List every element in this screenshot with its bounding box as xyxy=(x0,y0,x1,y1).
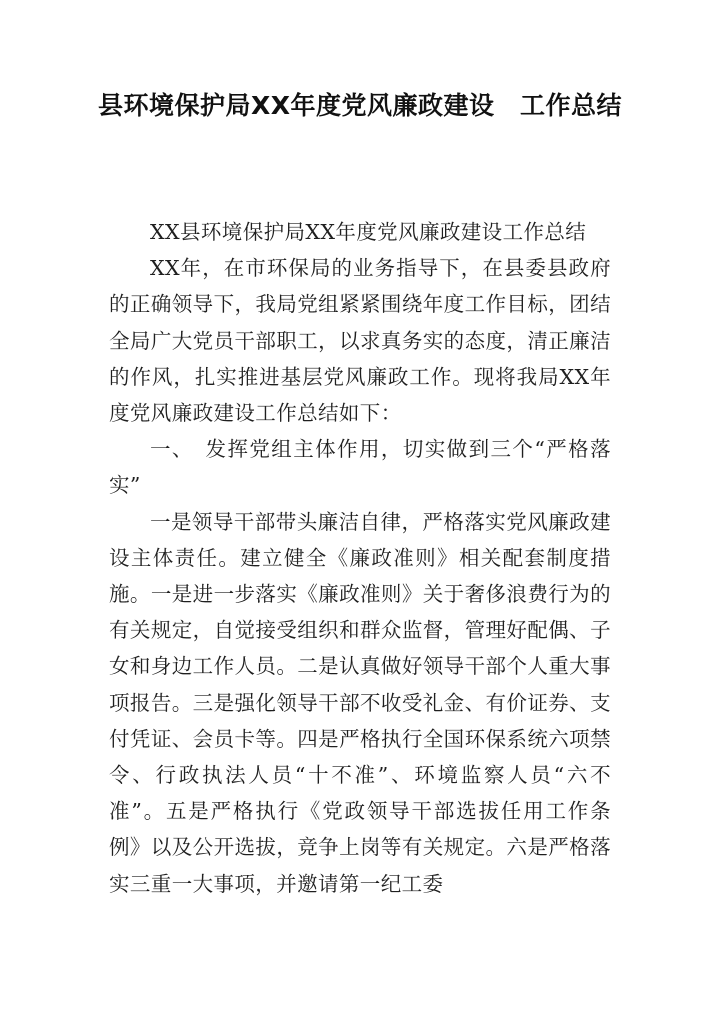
document-body xyxy=(109,214,611,902)
section-heading-1: 一、 发挥党组主体作用，切实做到三个“严格落实” xyxy=(109,437,611,498)
document-title: 县环境保护局XX年度党风廉政建设 工作总结 xyxy=(97,91,623,120)
paragraph-subtitle: XX县环境保护局XX年度党风廉政建设工作总结 xyxy=(150,220,587,244)
paragraph-intro: XX年，在市环保局的业务指导下，在县委县政府的正确领导下，我局党组紧紧围绕年度工作目标，团结全局广大党员干部职工，以求真务实的态度，清正廉洁的作风，扎实推进基层党风廉政工作。现将我局XX年度党风廉政建设工作总结如下： xyxy=(109,256,611,426)
paragraph-section-1: 一是领导干部带头廉洁自律，严格落实党风廉政建设主体责任。建立健全《廉政准则》相关配套制度措施。一是进一步落实《廉政准则》关于奢侈浪费行为的有关规定，自觉接受组织和群众监督，管理好配偶、子女和身边工作人员。二是认真做好领导干部个人重大事项报告。三是强化领导干部不收受礼金、有价证券、支付凭证、会员卡等。四是严格执行全国环保系统六项禁令、行政执法人员“十不准”、环境监察人员“六不准”。五是严格执行《党政领导干部选拔任用工作条例》以及公开选拔，竞争上岗等有关规定。六是严格落实三重一大事项，并邀请第一纪工委 xyxy=(109,509,611,896)
